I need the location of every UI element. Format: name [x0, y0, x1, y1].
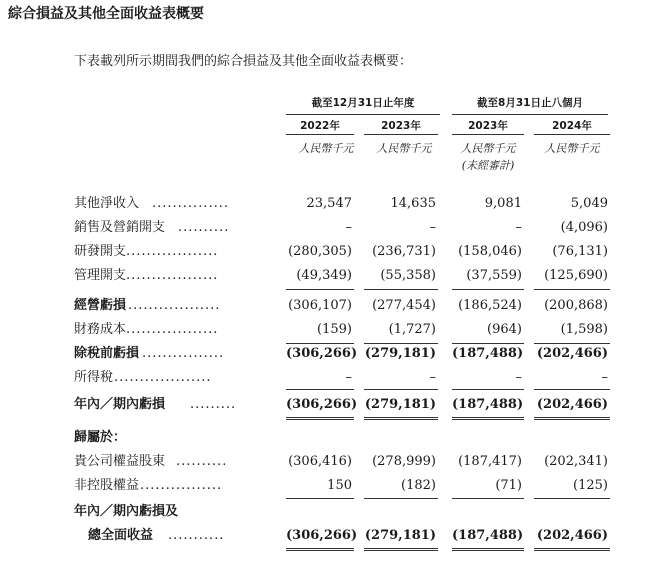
- column-year-2: 2023年: [364, 118, 438, 135]
- column-note-unaudited: (未經審計): [461, 159, 515, 172]
- cell-value: –: [429, 370, 436, 385]
- table-row: [0, 240, 648, 264]
- column-unit-1: 人民幣千元: [298, 142, 354, 155]
- cell-value: (306,416): [288, 454, 352, 469]
- table-row: [0, 318, 648, 342]
- underline-rule: [452, 419, 524, 420]
- table-row: [0, 294, 648, 318]
- cell-value: 150: [327, 478, 352, 493]
- cell-value: (186,524): [458, 298, 522, 313]
- table-row: [0, 450, 648, 474]
- row-label: 年內／期內虧損: [74, 397, 166, 412]
- column-year-4: 2024年: [534, 118, 610, 135]
- period-header-year-end: 截至12月31日止年度: [286, 94, 440, 115]
- cell-value: (306,266): [286, 346, 358, 361]
- cell-value: (236,731): [372, 244, 436, 259]
- cell-value: –: [429, 220, 436, 235]
- leader-dots: .........: [190, 397, 237, 412]
- row-label: 管理開支: [74, 268, 127, 283]
- table-row: [0, 216, 648, 240]
- cell-value: (964): [487, 322, 522, 337]
- cell-value: (279,181): [364, 397, 436, 412]
- underline-rule: [286, 550, 354, 551]
- underline-rule: [452, 550, 524, 551]
- leader-dots: ...................: [114, 370, 212, 385]
- underline-rule: [452, 289, 524, 290]
- table-row: [0, 426, 648, 450]
- underline-rule: [534, 550, 610, 551]
- underline-rule: [286, 289, 354, 290]
- underline-rule: [364, 419, 438, 420]
- table-row: [0, 500, 648, 524]
- cell-value: (278,999): [372, 454, 436, 469]
- row-label: 非控股權益: [74, 478, 140, 493]
- cell-value: –: [601, 370, 608, 385]
- cell-value: (187,488): [452, 528, 524, 543]
- cell-value: (1,598): [560, 322, 608, 337]
- cell-value: 23,547: [306, 196, 352, 211]
- leader-dots: ...............: [152, 196, 229, 211]
- cell-value: (279,181): [364, 528, 436, 543]
- column-year-3: 2023年: [452, 118, 524, 135]
- row-label: 銷售及營銷開支: [74, 220, 166, 235]
- table-row: [0, 264, 648, 288]
- cell-value: (187,488): [452, 397, 524, 412]
- leader-dots: ................: [140, 478, 223, 493]
- column-unit-3: 人民幣千元: [460, 142, 516, 155]
- cell-value: (37,559): [466, 268, 522, 283]
- cell-value: (158,046): [458, 244, 522, 259]
- cell-value: (306,266): [286, 528, 358, 543]
- row-label: 總全面收益: [88, 528, 154, 543]
- period-header-eight-months: 截至8月31日止八個月: [452, 94, 608, 115]
- cell-value: (125,690): [544, 268, 608, 283]
- row-label: 經營虧損: [74, 298, 127, 313]
- cell-value: (280,305): [288, 244, 352, 259]
- underline-rule: [534, 289, 610, 290]
- table-row: [0, 192, 648, 216]
- cell-value: 14,635: [390, 196, 436, 211]
- underline-rule: [364, 498, 438, 499]
- column-year-1: 2022年: [286, 118, 354, 135]
- underline-rule: [534, 498, 610, 499]
- underline-rule: [534, 417, 610, 418]
- cell-value: 5,049: [570, 196, 608, 211]
- cell-value: (200,868): [544, 298, 608, 313]
- table-row: [0, 474, 648, 498]
- underline-rule: [364, 550, 438, 551]
- row-label: 財務成本: [74, 322, 127, 337]
- underline-rule: [286, 548, 354, 549]
- cell-value: (202,466): [536, 528, 608, 543]
- column-unit-4: 人民幣千元: [544, 142, 600, 155]
- section-title: 綜合損益及其他全面收益表概要: [8, 6, 204, 22]
- leader-dots: ..................: [126, 322, 219, 337]
- cell-value: (125): [573, 478, 608, 493]
- underline-rule: [534, 389, 610, 390]
- cell-value: –: [345, 370, 352, 385]
- underline-rule: [364, 389, 438, 390]
- underline-rule: [452, 498, 524, 499]
- underline-rule: [534, 548, 610, 549]
- cell-value: (202,466): [536, 346, 608, 361]
- row-label: 其他淨收入: [74, 196, 140, 211]
- cell-value: (202,466): [536, 397, 608, 412]
- row-label: 歸屬於：: [74, 430, 127, 445]
- intro-text: 下表載列所示期間我們的綜合損益及其他全面收益表概要：: [74, 54, 413, 69]
- table-row: [0, 342, 648, 366]
- underline-rule: [452, 548, 524, 549]
- cell-value: (306,107): [288, 298, 352, 313]
- leader-dots: ..........: [178, 220, 230, 235]
- cell-value: (187,417): [458, 454, 522, 469]
- underline-rule: [286, 417, 354, 418]
- row-label: 所得稅: [74, 370, 114, 385]
- cell-value: (279,181): [364, 346, 436, 361]
- cell-value: (76,131): [552, 244, 608, 259]
- row-label: 除稅前虧損: [74, 346, 140, 361]
- cell-value: (306,266): [286, 397, 358, 412]
- cell-value: 9,081: [484, 196, 522, 211]
- cell-value: (49,349): [296, 268, 352, 283]
- cell-value: (55,358): [380, 268, 436, 283]
- table-row: [0, 366, 648, 390]
- underline-rule: [452, 417, 524, 418]
- cell-value: –: [345, 220, 352, 235]
- leader-dots: ..........: [176, 454, 228, 469]
- underline-rule: [534, 419, 610, 420]
- leader-dots: ..................: [128, 298, 221, 313]
- leader-dots: ................: [142, 346, 225, 361]
- cell-value: (277,454): [372, 298, 436, 313]
- leader-dots: ..................: [126, 244, 219, 259]
- underline-rule: [286, 419, 354, 420]
- cell-value: (159): [317, 322, 352, 337]
- underline-rule: [286, 498, 354, 499]
- table-row: [0, 393, 648, 417]
- table-row: [0, 524, 648, 548]
- cell-value: (187,488): [452, 346, 524, 361]
- cell-value: (4,096): [560, 220, 608, 235]
- cell-value: (1,727): [388, 322, 436, 337]
- cell-value: (71): [495, 478, 522, 493]
- underline-rule: [286, 389, 354, 390]
- cell-value: –: [515, 220, 522, 235]
- column-unit-2: 人民幣千元: [376, 142, 432, 155]
- leader-dots: ..................: [126, 268, 219, 283]
- underline-rule: [364, 289, 438, 290]
- row-label: 年內／期內虧損及: [74, 504, 179, 519]
- underline-rule: [452, 389, 524, 390]
- underline-rule: [364, 417, 438, 418]
- leader-dots: ...........: [168, 528, 225, 543]
- cell-value: –: [515, 370, 522, 385]
- row-label: 貴公司權益股東: [74, 454, 166, 469]
- cell-value: (182): [401, 478, 436, 493]
- cell-value: (202,341): [544, 454, 608, 469]
- row-label: 研發開支: [74, 244, 127, 259]
- underline-rule: [364, 548, 438, 549]
